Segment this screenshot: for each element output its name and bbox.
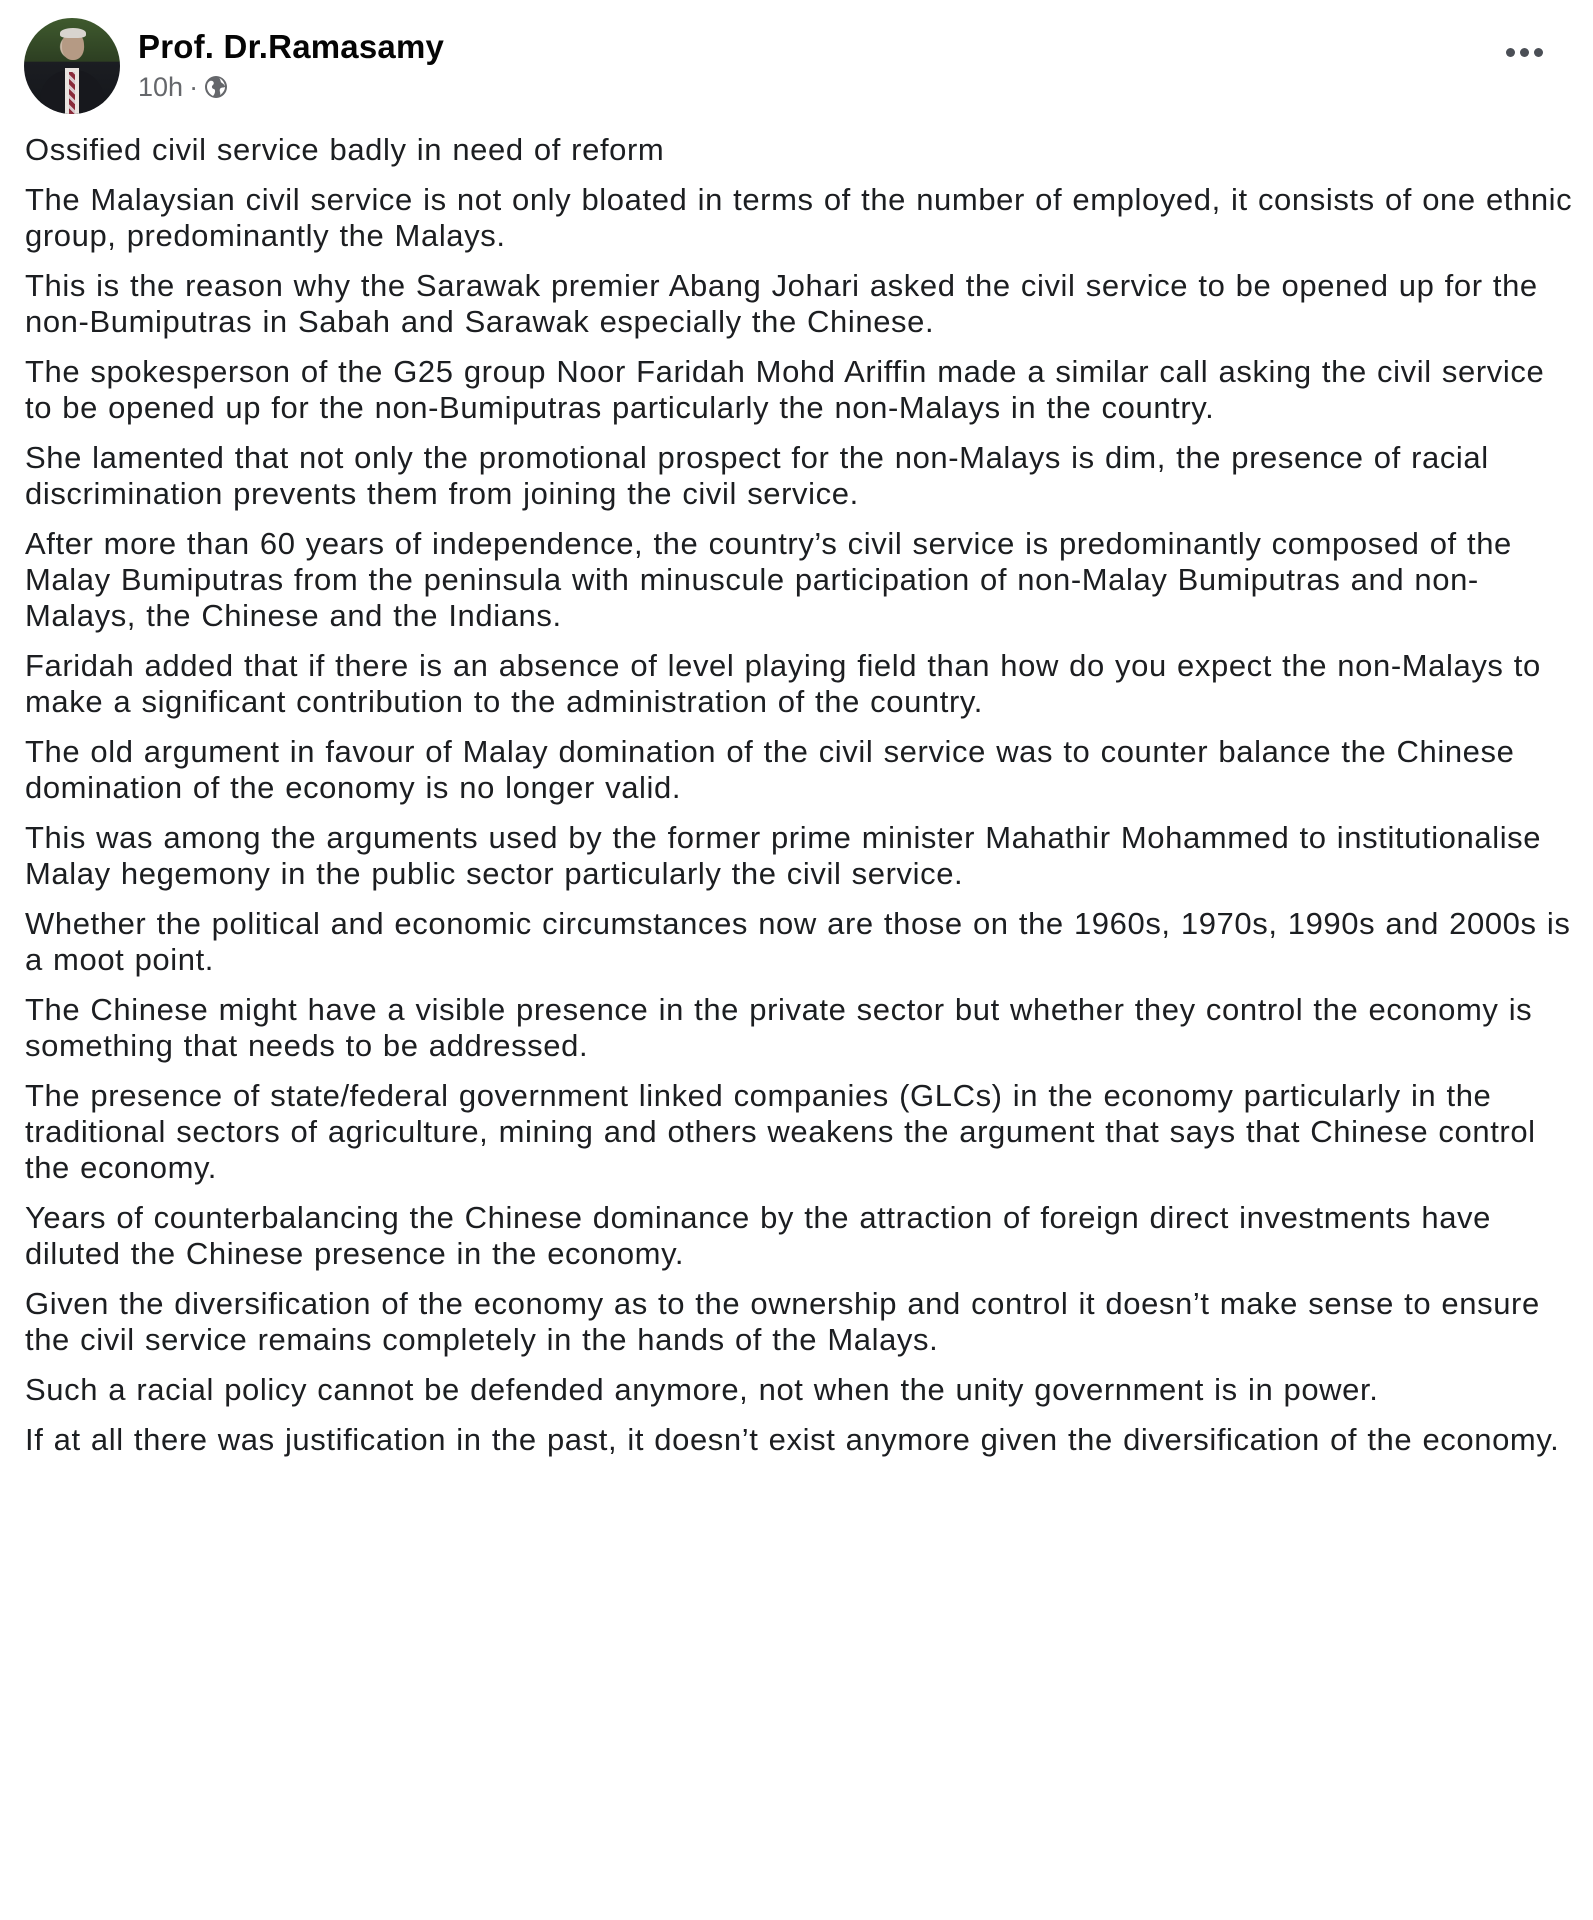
separator-dot: · (189, 72, 199, 102)
post-paragraph: The Chinese might have a visible presence in the private sector but whether they control the economy is something that needs to be addressed. (25, 992, 1533, 1063)
post-subline (138, 69, 444, 105)
author-name[interactable]: Prof. Dr.Ramasamy (138, 28, 445, 65)
avatar-hair (60, 28, 86, 38)
post-paragraph: This is the reason why the Sarawak premier Abang Johari asked the civil service to be opened up for the non-Bumiputras in Sabah and Sarawak especially the Chinese. (25, 268, 1538, 339)
post-paragraph: Given the diversification of the economy as to the ownership and control it doesn’t make sense to ensure the civil service remains completely in the hands of the Malays. (25, 1286, 1540, 1357)
more-options-icon-dot (1534, 48, 1543, 57)
globe-icon[interactable] (204, 75, 228, 99)
post-paragraph: If at all there was justification in the past, it doesn’t exist anymore given the diversification of the economy. (25, 1422, 1560, 1457)
post-paragraph: Faridah added that if there is an absence of level playing field than how do you expect the non-Malays to make a significant contribution to the administration of the country. (25, 648, 1541, 719)
post-paragraph: The old argument in favour of Malay domination of the civil service was to counter balance the Chinese domination of the economy is no longer valid. (25, 734, 1515, 805)
more-options-button[interactable] (1506, 48, 1543, 57)
post-timestamp[interactable]: 10h (138, 72, 184, 102)
post-body (25, 132, 1580, 1472)
post-title: Ossified civil service badly in need of reform (25, 132, 665, 167)
post-paragraph: She lamented that not only the promotional prospect for the non-Malays is dim, the presence of racial discrimination prevents them from joining the civil service. (25, 440, 1489, 511)
post-paragraph: Whether the political and economic circumstances now are those on the 1960s, 1970s, 1990s and 2000s is a moot point. (25, 906, 1571, 977)
post-paragraph: After more than 60 years of independence, the country’s civil service is predominantly composed of the Malay Bumiputras from the peninsula with minuscule participation of non-Malay Bumiputras and non-Malays, the Chinese and the Indians. (25, 526, 1512, 633)
more-options-icon-dot (1520, 48, 1529, 57)
post-paragraph: This was among the arguments used by the former prime minister Mahathir Mohammed to institutionalise Malay hegemony in the public sector particularly the civil service. (25, 820, 1542, 891)
post-paragraph: The Malaysian civil service is not only bloated in terms of the number of employed, it consists of one ethnic group, predominantly the Malays. (25, 182, 1573, 253)
more-options-icon-dot (1506, 48, 1515, 57)
post-paragraph: The spokesperson of the G25 group Noor Faridah Mohd Ariffin made a similar call asking the civil service to be opened up for the non-Bumiputras particularly the non-Malays in the country. (25, 354, 1545, 425)
post-paragraph: The presence of state/federal government linked companies (GLCs) in the economy particularly in the traditional sectors of agriculture, mining and others weakens the argument that says that Chinese control the economy. (25, 1078, 1536, 1185)
avatar[interactable] (24, 18, 120, 114)
avatar-tie (69, 72, 75, 114)
post-paragraph: Such a racial policy cannot be defended anymore, not when the unity government is in power. (25, 1372, 1379, 1407)
post-paragraph: Years of counterbalancing the Chinese dominance by the attraction of foreign direct investments have diluted the Chinese presence in the economy. (25, 1200, 1491, 1271)
post-meta (138, 27, 444, 105)
post-header (24, 18, 444, 114)
